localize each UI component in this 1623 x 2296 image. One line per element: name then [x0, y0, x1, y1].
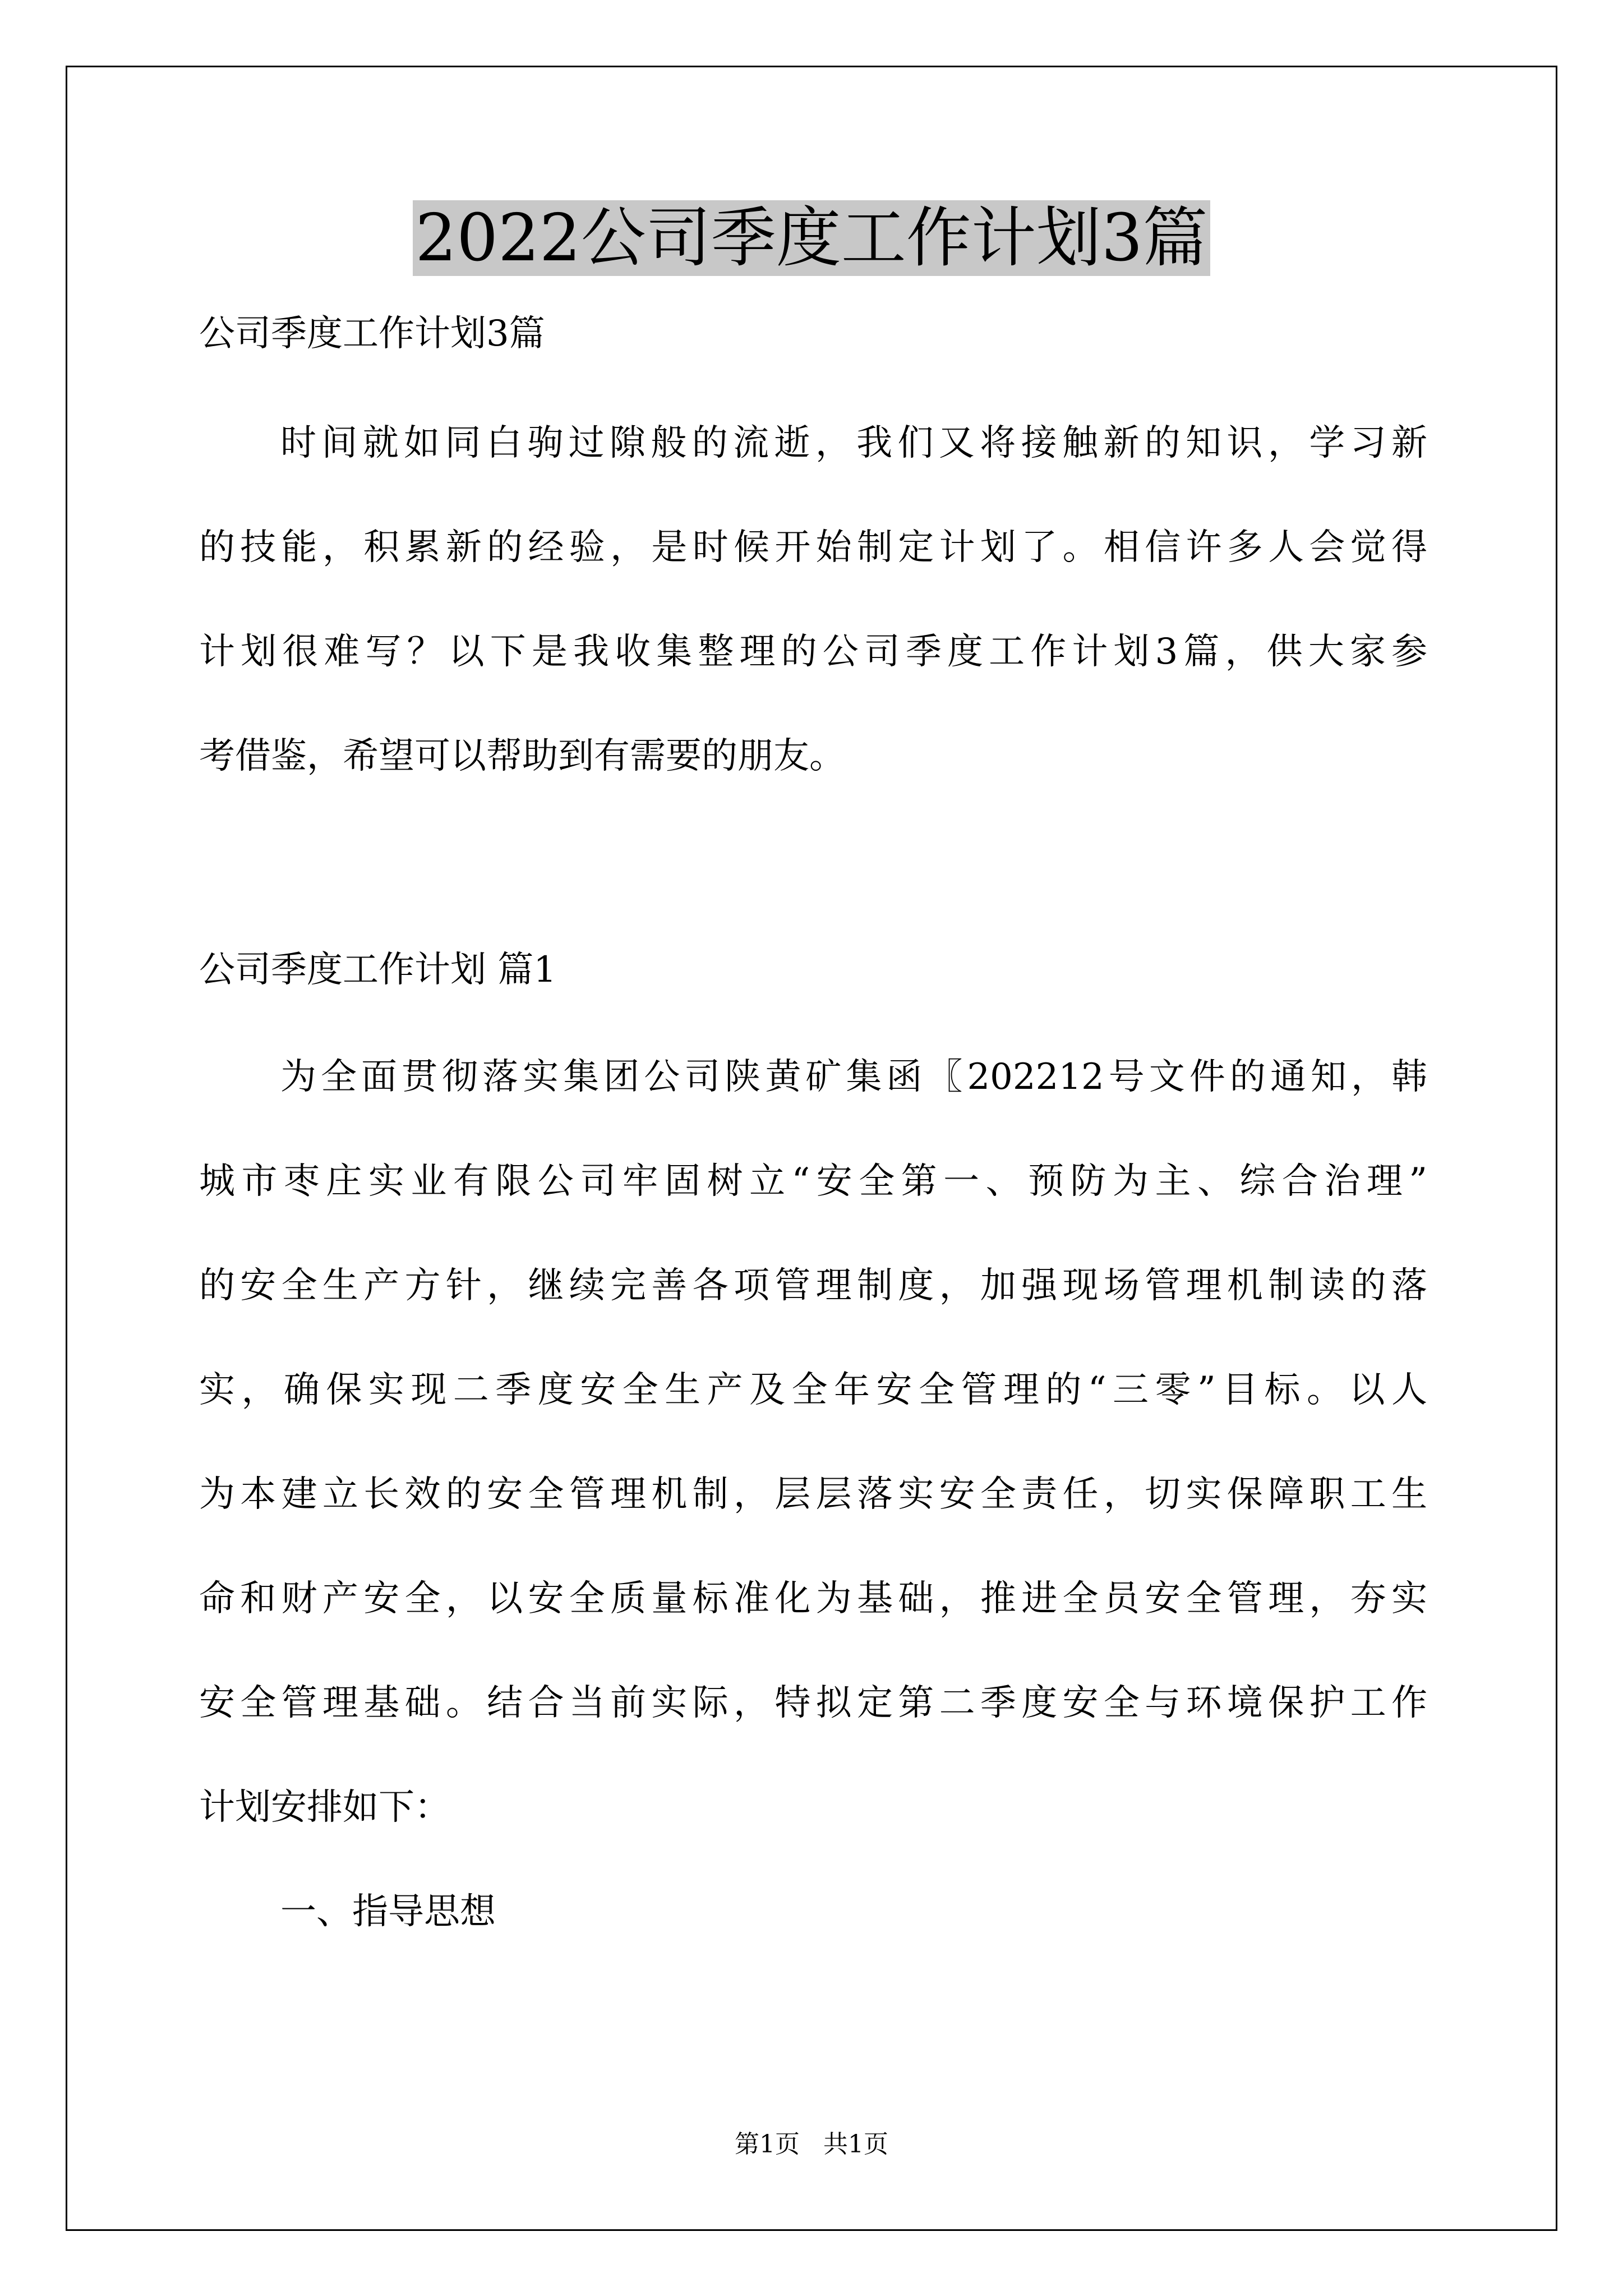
body-line-2: 城市枣庄实业有限公司牢固树立“安全第一、预防为主、综合治理”: [199, 1161, 1427, 1202]
body-line-5: 为本建立长效的安全管理机制，层层落实安全责任，切实保障职工生: [199, 1474, 1427, 1515]
subheading: 一、指导思想: [280, 1891, 496, 1932]
page-number-footer: 第1页 共1页: [735, 2130, 888, 2159]
body-line-1: 为全面贯彻落实集团公司陕黄矿集函〖202212号文件的通知，韩: [280, 1056, 1427, 1098]
intro-line-4: 考借鉴，希望可以帮助到有需要的朋友。: [199, 735, 845, 777]
intro-line-2: 的技能，积累新的经验，是时候开始制定计划了。相信许多人会觉得: [199, 527, 1427, 568]
document-subtitle: 公司季度工作计划3篇: [199, 313, 545, 355]
body-line-8: 计划安排如下：: [199, 1787, 450, 1828]
section-heading: 公司季度工作计划 篇1: [199, 949, 557, 991]
document-title-text: 2022公司季度工作计划3篇: [413, 200, 1210, 276]
intro-line-3: 计划很难写？以下是我收集整理的公司季度工作计划3篇，供大家参: [199, 631, 1427, 673]
intro-line-1: 时间就如同白驹过隙般的流逝，我们又将接触新的知识，学习新: [280, 422, 1427, 464]
body-line-6: 命和财产安全，以安全质量标准化为基础，推进全员安全管理，夯实: [199, 1578, 1427, 1619]
body-line-4: 实，确保实现二季度安全生产及全年安全管理的“三零”目标。以人: [199, 1369, 1427, 1411]
body-line-7: 安全管理基础。结合当前实际，特拟定第二季度安全与环境保护工作: [199, 1682, 1427, 1724]
body-line-3: 的安全生产方针，继续完善各项管理制度，加强现场管理机制读的落: [199, 1265, 1427, 1306]
document-title: [0, 199, 1623, 278]
